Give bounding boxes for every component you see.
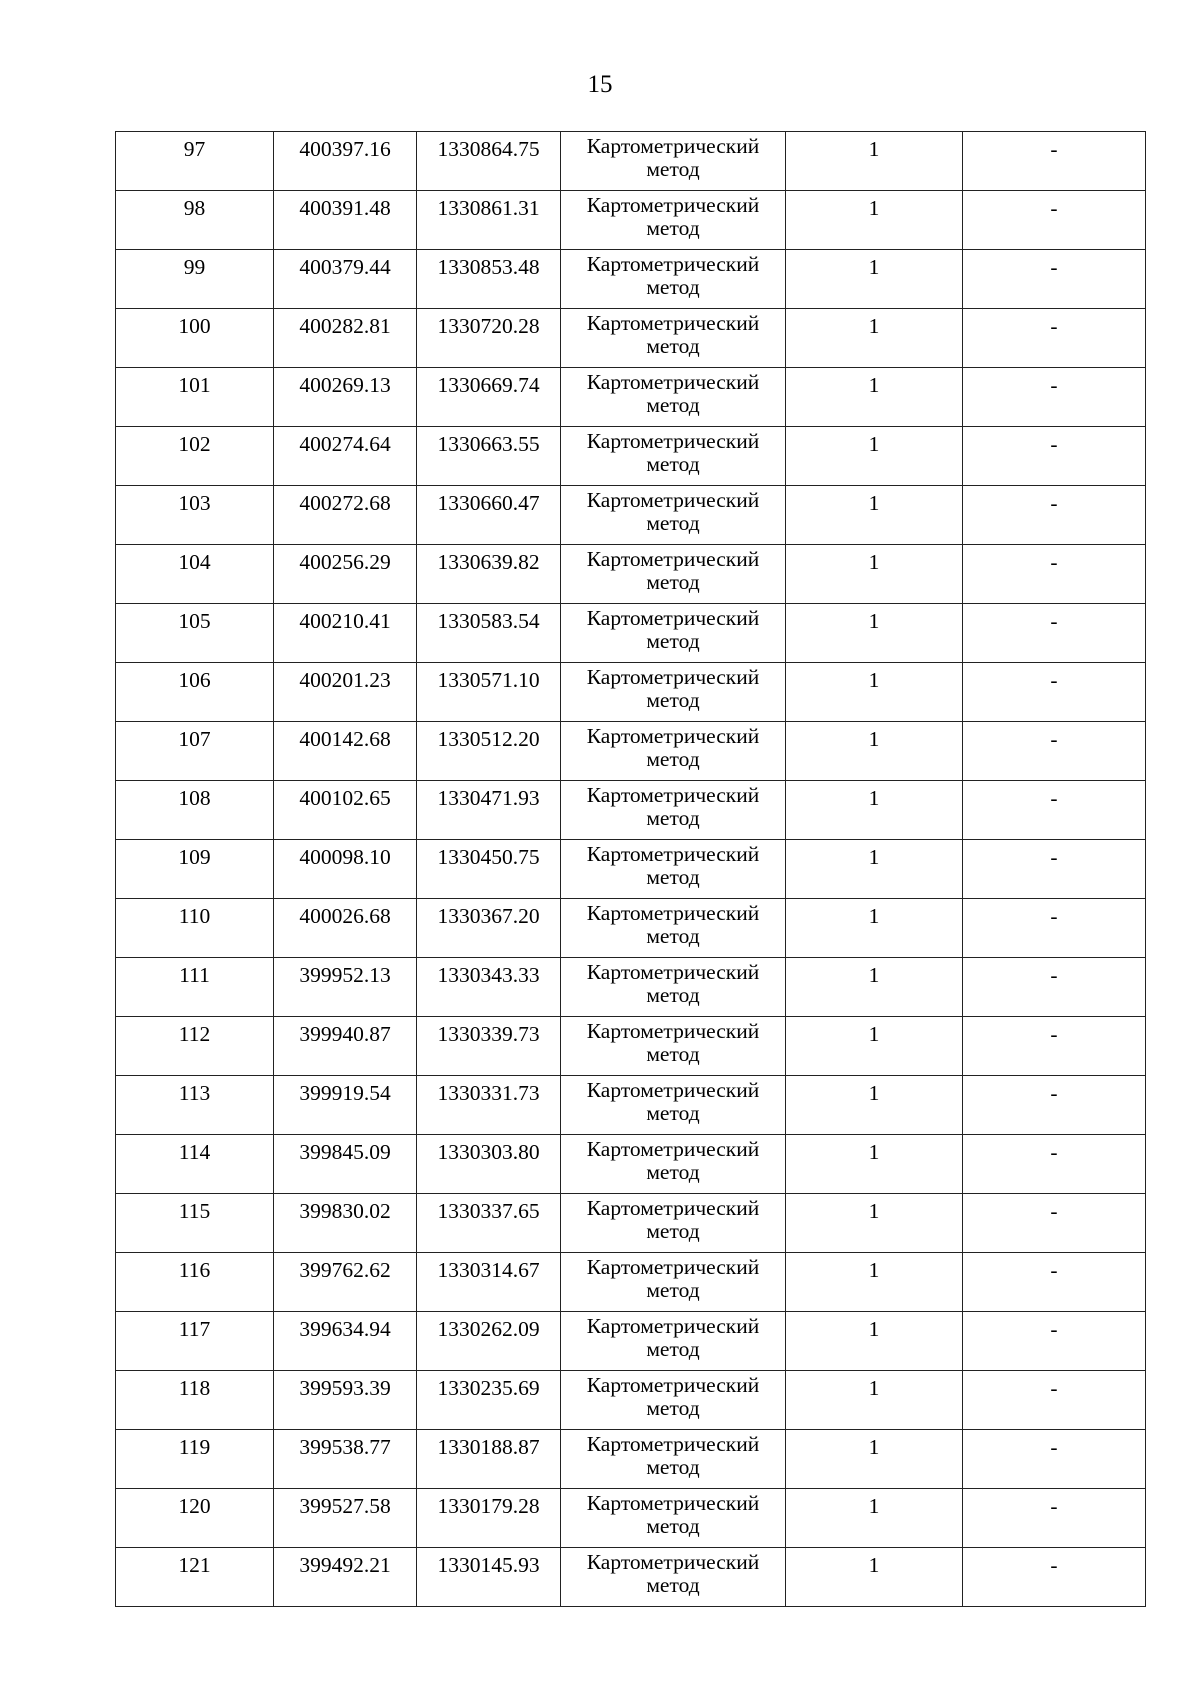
accuracy-cell: 1 bbox=[786, 663, 963, 722]
note-cell: - bbox=[963, 722, 1146, 781]
method-text-line: Картометрический bbox=[586, 488, 760, 512]
table-row bbox=[116, 958, 1146, 1017]
method-text-line: Картометрический bbox=[586, 1550, 760, 1574]
point-number-cell: 112 bbox=[116, 1017, 274, 1076]
x-coordinate-cell: 399762.62 bbox=[274, 1253, 417, 1312]
y-coordinate-cell: 1330663.55 bbox=[417, 427, 561, 486]
point-number-cell: 115 bbox=[116, 1194, 274, 1253]
y-coordinate-cell: 1330571.10 bbox=[417, 663, 561, 722]
method-text-line: метод bbox=[646, 629, 700, 653]
method-cell bbox=[561, 250, 786, 309]
table-row bbox=[116, 1135, 1146, 1194]
y-coordinate-cell: 1330853.48 bbox=[417, 250, 561, 309]
method-text-line: Картометрический bbox=[586, 370, 760, 394]
table-row bbox=[116, 250, 1146, 309]
point-number-cell: 99 bbox=[116, 250, 274, 309]
method-text-line: Картометрический bbox=[586, 901, 760, 925]
method-cell bbox=[561, 1135, 786, 1194]
table-row bbox=[116, 191, 1146, 250]
method-text-line: метод bbox=[646, 983, 700, 1007]
note-cell: - bbox=[963, 663, 1146, 722]
accuracy-cell: 1 bbox=[786, 1135, 963, 1194]
method-cell bbox=[561, 309, 786, 368]
y-coordinate-cell: 1330339.73 bbox=[417, 1017, 561, 1076]
y-coordinate-cell: 1330639.82 bbox=[417, 545, 561, 604]
method-text-line: метод bbox=[646, 865, 700, 889]
method-text-line: Картометрический bbox=[586, 842, 760, 866]
method-cell bbox=[561, 1430, 786, 1489]
y-coordinate-cell: 1330450.75 bbox=[417, 840, 561, 899]
accuracy-cell: 1 bbox=[786, 427, 963, 486]
note-cell: - bbox=[963, 899, 1146, 958]
accuracy-cell: 1 bbox=[786, 368, 963, 427]
table-row bbox=[116, 1430, 1146, 1489]
note-cell: - bbox=[963, 1312, 1146, 1371]
method-text-line: Картометрический bbox=[586, 783, 760, 807]
note-cell: - bbox=[963, 309, 1146, 368]
point-number-cell: 106 bbox=[116, 663, 274, 722]
x-coordinate-cell: 400256.29 bbox=[274, 545, 417, 604]
x-coordinate-cell: 399940.87 bbox=[274, 1017, 417, 1076]
method-cell bbox=[561, 1312, 786, 1371]
point-number-cell: 102 bbox=[116, 427, 274, 486]
x-coordinate-cell: 400102.65 bbox=[274, 781, 417, 840]
method-text-line: Картометрический bbox=[586, 1491, 760, 1515]
method-cell bbox=[561, 899, 786, 958]
note-cell: - bbox=[963, 1253, 1146, 1312]
method-text-line: Картометрический bbox=[586, 429, 760, 453]
method-text-line: Картометрический bbox=[586, 193, 760, 217]
y-coordinate-cell: 1330314.67 bbox=[417, 1253, 561, 1312]
method-cell bbox=[561, 191, 786, 250]
table-row bbox=[116, 1312, 1146, 1371]
accuracy-cell: 1 bbox=[786, 1076, 963, 1135]
accuracy-cell: 1 bbox=[786, 781, 963, 840]
method-text-line: метод bbox=[646, 216, 700, 240]
accuracy-cell: 1 bbox=[786, 1430, 963, 1489]
table-row bbox=[116, 604, 1146, 663]
accuracy-cell: 1 bbox=[786, 309, 963, 368]
y-coordinate-cell: 1330179.28 bbox=[417, 1489, 561, 1548]
note-cell: - bbox=[963, 1194, 1146, 1253]
method-text-line: метод bbox=[646, 1455, 700, 1479]
point-number-cell: 113 bbox=[116, 1076, 274, 1135]
note-cell: - bbox=[963, 545, 1146, 604]
accuracy-cell: 1 bbox=[786, 722, 963, 781]
method-cell bbox=[561, 1489, 786, 1548]
note-cell: - bbox=[963, 191, 1146, 250]
y-coordinate-cell: 1330471.93 bbox=[417, 781, 561, 840]
table-row bbox=[116, 1194, 1146, 1253]
table-row bbox=[116, 1489, 1146, 1548]
method-text-line: Картометрический bbox=[586, 1432, 760, 1456]
method-text-line: метод bbox=[646, 511, 700, 535]
method-text-line: Картометрический bbox=[586, 1196, 760, 1220]
y-coordinate-cell: 1330720.28 bbox=[417, 309, 561, 368]
x-coordinate-cell: 399634.94 bbox=[274, 1312, 417, 1371]
accuracy-cell: 1 bbox=[786, 899, 963, 958]
method-text-line: Картометрический bbox=[586, 134, 760, 158]
note-cell: - bbox=[963, 132, 1146, 191]
accuracy-cell: 1 bbox=[786, 1548, 963, 1607]
method-text-line: метод bbox=[646, 334, 700, 358]
accuracy-cell: 1 bbox=[786, 604, 963, 663]
point-number-cell: 117 bbox=[116, 1312, 274, 1371]
y-coordinate-cell: 1330145.93 bbox=[417, 1548, 561, 1607]
note-cell: - bbox=[963, 781, 1146, 840]
x-coordinate-cell: 400098.10 bbox=[274, 840, 417, 899]
method-text-line: метод bbox=[646, 1514, 700, 1538]
note-cell: - bbox=[963, 1017, 1146, 1076]
point-number-cell: 104 bbox=[116, 545, 274, 604]
method-text-line: метод bbox=[646, 157, 700, 181]
point-number-cell: 114 bbox=[116, 1135, 274, 1194]
table-row bbox=[116, 781, 1146, 840]
method-cell bbox=[561, 604, 786, 663]
method-text-line: метод bbox=[646, 275, 700, 299]
accuracy-cell: 1 bbox=[786, 1017, 963, 1076]
y-coordinate-cell: 1330583.54 bbox=[417, 604, 561, 663]
table-row bbox=[116, 1017, 1146, 1076]
method-cell bbox=[561, 132, 786, 191]
note-cell: - bbox=[963, 250, 1146, 309]
note-cell: - bbox=[963, 427, 1146, 486]
y-coordinate-cell: 1330188.87 bbox=[417, 1430, 561, 1489]
x-coordinate-cell: 400397.16 bbox=[274, 132, 417, 191]
x-coordinate-cell: 400201.23 bbox=[274, 663, 417, 722]
x-coordinate-cell: 399492.21 bbox=[274, 1548, 417, 1607]
method-text-line: Картометрический bbox=[586, 665, 760, 689]
x-coordinate-cell: 400210.41 bbox=[274, 604, 417, 663]
method-cell bbox=[561, 368, 786, 427]
method-cell bbox=[561, 1076, 786, 1135]
table-row bbox=[116, 1253, 1146, 1312]
method-text-line: метод bbox=[646, 1219, 700, 1243]
table-row bbox=[116, 840, 1146, 899]
method-text-line: Картометрический bbox=[586, 252, 760, 276]
accuracy-cell: 1 bbox=[786, 1253, 963, 1312]
accuracy-cell: 1 bbox=[786, 1489, 963, 1548]
accuracy-cell: 1 bbox=[786, 1371, 963, 1430]
note-cell: - bbox=[963, 840, 1146, 899]
note-cell: - bbox=[963, 1076, 1146, 1135]
table-row bbox=[116, 722, 1146, 781]
y-coordinate-cell: 1330861.31 bbox=[417, 191, 561, 250]
note-cell: - bbox=[963, 1371, 1146, 1430]
x-coordinate-cell: 400274.64 bbox=[274, 427, 417, 486]
y-coordinate-cell: 1330367.20 bbox=[417, 899, 561, 958]
note-cell: - bbox=[963, 1430, 1146, 1489]
note-cell: - bbox=[963, 1548, 1146, 1607]
point-number-cell: 107 bbox=[116, 722, 274, 781]
point-number-cell: 101 bbox=[116, 368, 274, 427]
x-coordinate-cell: 400272.68 bbox=[274, 486, 417, 545]
point-number-cell: 98 bbox=[116, 191, 274, 250]
accuracy-cell: 1 bbox=[786, 545, 963, 604]
point-number-cell: 108 bbox=[116, 781, 274, 840]
table-row bbox=[116, 309, 1146, 368]
table-row bbox=[116, 1371, 1146, 1430]
note-cell: - bbox=[963, 368, 1146, 427]
x-coordinate-cell: 399830.02 bbox=[274, 1194, 417, 1253]
table-row bbox=[116, 427, 1146, 486]
table-row bbox=[116, 132, 1146, 191]
method-text-line: метод bbox=[646, 1101, 700, 1125]
table-row bbox=[116, 1076, 1146, 1135]
accuracy-cell: 1 bbox=[786, 1312, 963, 1371]
x-coordinate-cell: 399919.54 bbox=[274, 1076, 417, 1135]
method-cell bbox=[561, 486, 786, 545]
y-coordinate-cell: 1330235.69 bbox=[417, 1371, 561, 1430]
point-number-cell: 120 bbox=[116, 1489, 274, 1548]
method-text-line: метод bbox=[646, 570, 700, 594]
method-cell bbox=[561, 427, 786, 486]
method-text-line: Картометрический bbox=[586, 1137, 760, 1161]
method-cell bbox=[561, 1548, 786, 1607]
method-text-line: метод bbox=[646, 1573, 700, 1597]
accuracy-cell: 1 bbox=[786, 958, 963, 1017]
method-cell bbox=[561, 545, 786, 604]
y-coordinate-cell: 1330303.80 bbox=[417, 1135, 561, 1194]
method-cell bbox=[561, 722, 786, 781]
table-row bbox=[116, 545, 1146, 604]
y-coordinate-cell: 1330331.73 bbox=[417, 1076, 561, 1135]
point-number-cell: 110 bbox=[116, 899, 274, 958]
method-text-line: метод bbox=[646, 452, 700, 476]
method-text-line: Картометрический bbox=[586, 547, 760, 571]
x-coordinate-cell: 400391.48 bbox=[274, 191, 417, 250]
x-coordinate-cell: 400142.68 bbox=[274, 722, 417, 781]
method-cell bbox=[561, 958, 786, 1017]
note-cell: - bbox=[963, 604, 1146, 663]
y-coordinate-cell: 1330669.74 bbox=[417, 368, 561, 427]
method-text-line: метод bbox=[646, 747, 700, 771]
method-text-line: метод bbox=[646, 393, 700, 417]
y-coordinate-cell: 1330660.47 bbox=[417, 486, 561, 545]
y-coordinate-cell: 1330343.33 bbox=[417, 958, 561, 1017]
method-text-line: Картометрический bbox=[586, 1314, 760, 1338]
x-coordinate-cell: 400282.81 bbox=[274, 309, 417, 368]
table-row bbox=[116, 899, 1146, 958]
y-coordinate-cell: 1330864.75 bbox=[417, 132, 561, 191]
note-cell: - bbox=[963, 1489, 1146, 1548]
point-number-cell: 100 bbox=[116, 309, 274, 368]
method-text-line: метод bbox=[646, 1337, 700, 1361]
y-coordinate-cell: 1330337.65 bbox=[417, 1194, 561, 1253]
point-number-cell: 111 bbox=[116, 958, 274, 1017]
note-cell: - bbox=[963, 486, 1146, 545]
method-text-line: метод bbox=[646, 1160, 700, 1184]
y-coordinate-cell: 1330262.09 bbox=[417, 1312, 561, 1371]
note-cell: - bbox=[963, 1135, 1146, 1194]
method-text-line: Картометрический bbox=[586, 960, 760, 984]
point-number-cell: 105 bbox=[116, 604, 274, 663]
point-number-cell: 97 bbox=[116, 132, 274, 191]
accuracy-cell: 1 bbox=[786, 1194, 963, 1253]
accuracy-cell: 1 bbox=[786, 191, 963, 250]
table-row bbox=[116, 486, 1146, 545]
point-number-cell: 119 bbox=[116, 1430, 274, 1489]
accuracy-cell: 1 bbox=[786, 840, 963, 899]
table-row bbox=[116, 368, 1146, 427]
method-text-line: Картометрический bbox=[586, 1255, 760, 1279]
method-cell bbox=[561, 781, 786, 840]
y-coordinate-cell: 1330512.20 bbox=[417, 722, 561, 781]
point-number-cell: 116 bbox=[116, 1253, 274, 1312]
note-cell: - bbox=[963, 958, 1146, 1017]
x-coordinate-cell: 399538.77 bbox=[274, 1430, 417, 1489]
method-text-line: метод bbox=[646, 924, 700, 948]
point-number-cell: 118 bbox=[116, 1371, 274, 1430]
method-text-line: метод bbox=[646, 1278, 700, 1302]
x-coordinate-cell: 400269.13 bbox=[274, 368, 417, 427]
x-coordinate-cell: 400379.44 bbox=[274, 250, 417, 309]
accuracy-cell: 1 bbox=[786, 250, 963, 309]
method-text-line: Картометрический bbox=[586, 1373, 760, 1397]
method-cell bbox=[561, 1194, 786, 1253]
method-text-line: Картометрический bbox=[586, 606, 760, 630]
point-number-cell: 121 bbox=[116, 1548, 274, 1607]
x-coordinate-cell: 399527.58 bbox=[274, 1489, 417, 1548]
method-text-line: метод bbox=[646, 1042, 700, 1066]
coordinates-table bbox=[115, 131, 1146, 1607]
method-text-line: Картометрический bbox=[586, 724, 760, 748]
method-cell bbox=[561, 1253, 786, 1312]
x-coordinate-cell: 399845.09 bbox=[274, 1135, 417, 1194]
point-number-cell: 103 bbox=[116, 486, 274, 545]
method-text-line: Картометрический bbox=[586, 311, 760, 335]
method-text-line: Картометрический bbox=[586, 1078, 760, 1102]
x-coordinate-cell: 399952.13 bbox=[274, 958, 417, 1017]
accuracy-cell: 1 bbox=[786, 132, 963, 191]
method-text-line: метод bbox=[646, 806, 700, 830]
accuracy-cell: 1 bbox=[786, 486, 963, 545]
method-cell bbox=[561, 663, 786, 722]
coordinates-table-body bbox=[116, 132, 1146, 1607]
page-number: 15 bbox=[587, 71, 613, 98]
method-cell bbox=[561, 840, 786, 899]
table-row bbox=[116, 1548, 1146, 1607]
point-number-cell: 109 bbox=[116, 840, 274, 899]
table-row bbox=[116, 663, 1146, 722]
method-text-line: метод bbox=[646, 1396, 700, 1420]
method-cell bbox=[561, 1371, 786, 1430]
x-coordinate-cell: 400026.68 bbox=[274, 899, 417, 958]
method-cell bbox=[561, 1017, 786, 1076]
method-text-line: Картометрический bbox=[586, 1019, 760, 1043]
x-coordinate-cell: 399593.39 bbox=[274, 1371, 417, 1430]
method-text-line: метод bbox=[646, 688, 700, 712]
